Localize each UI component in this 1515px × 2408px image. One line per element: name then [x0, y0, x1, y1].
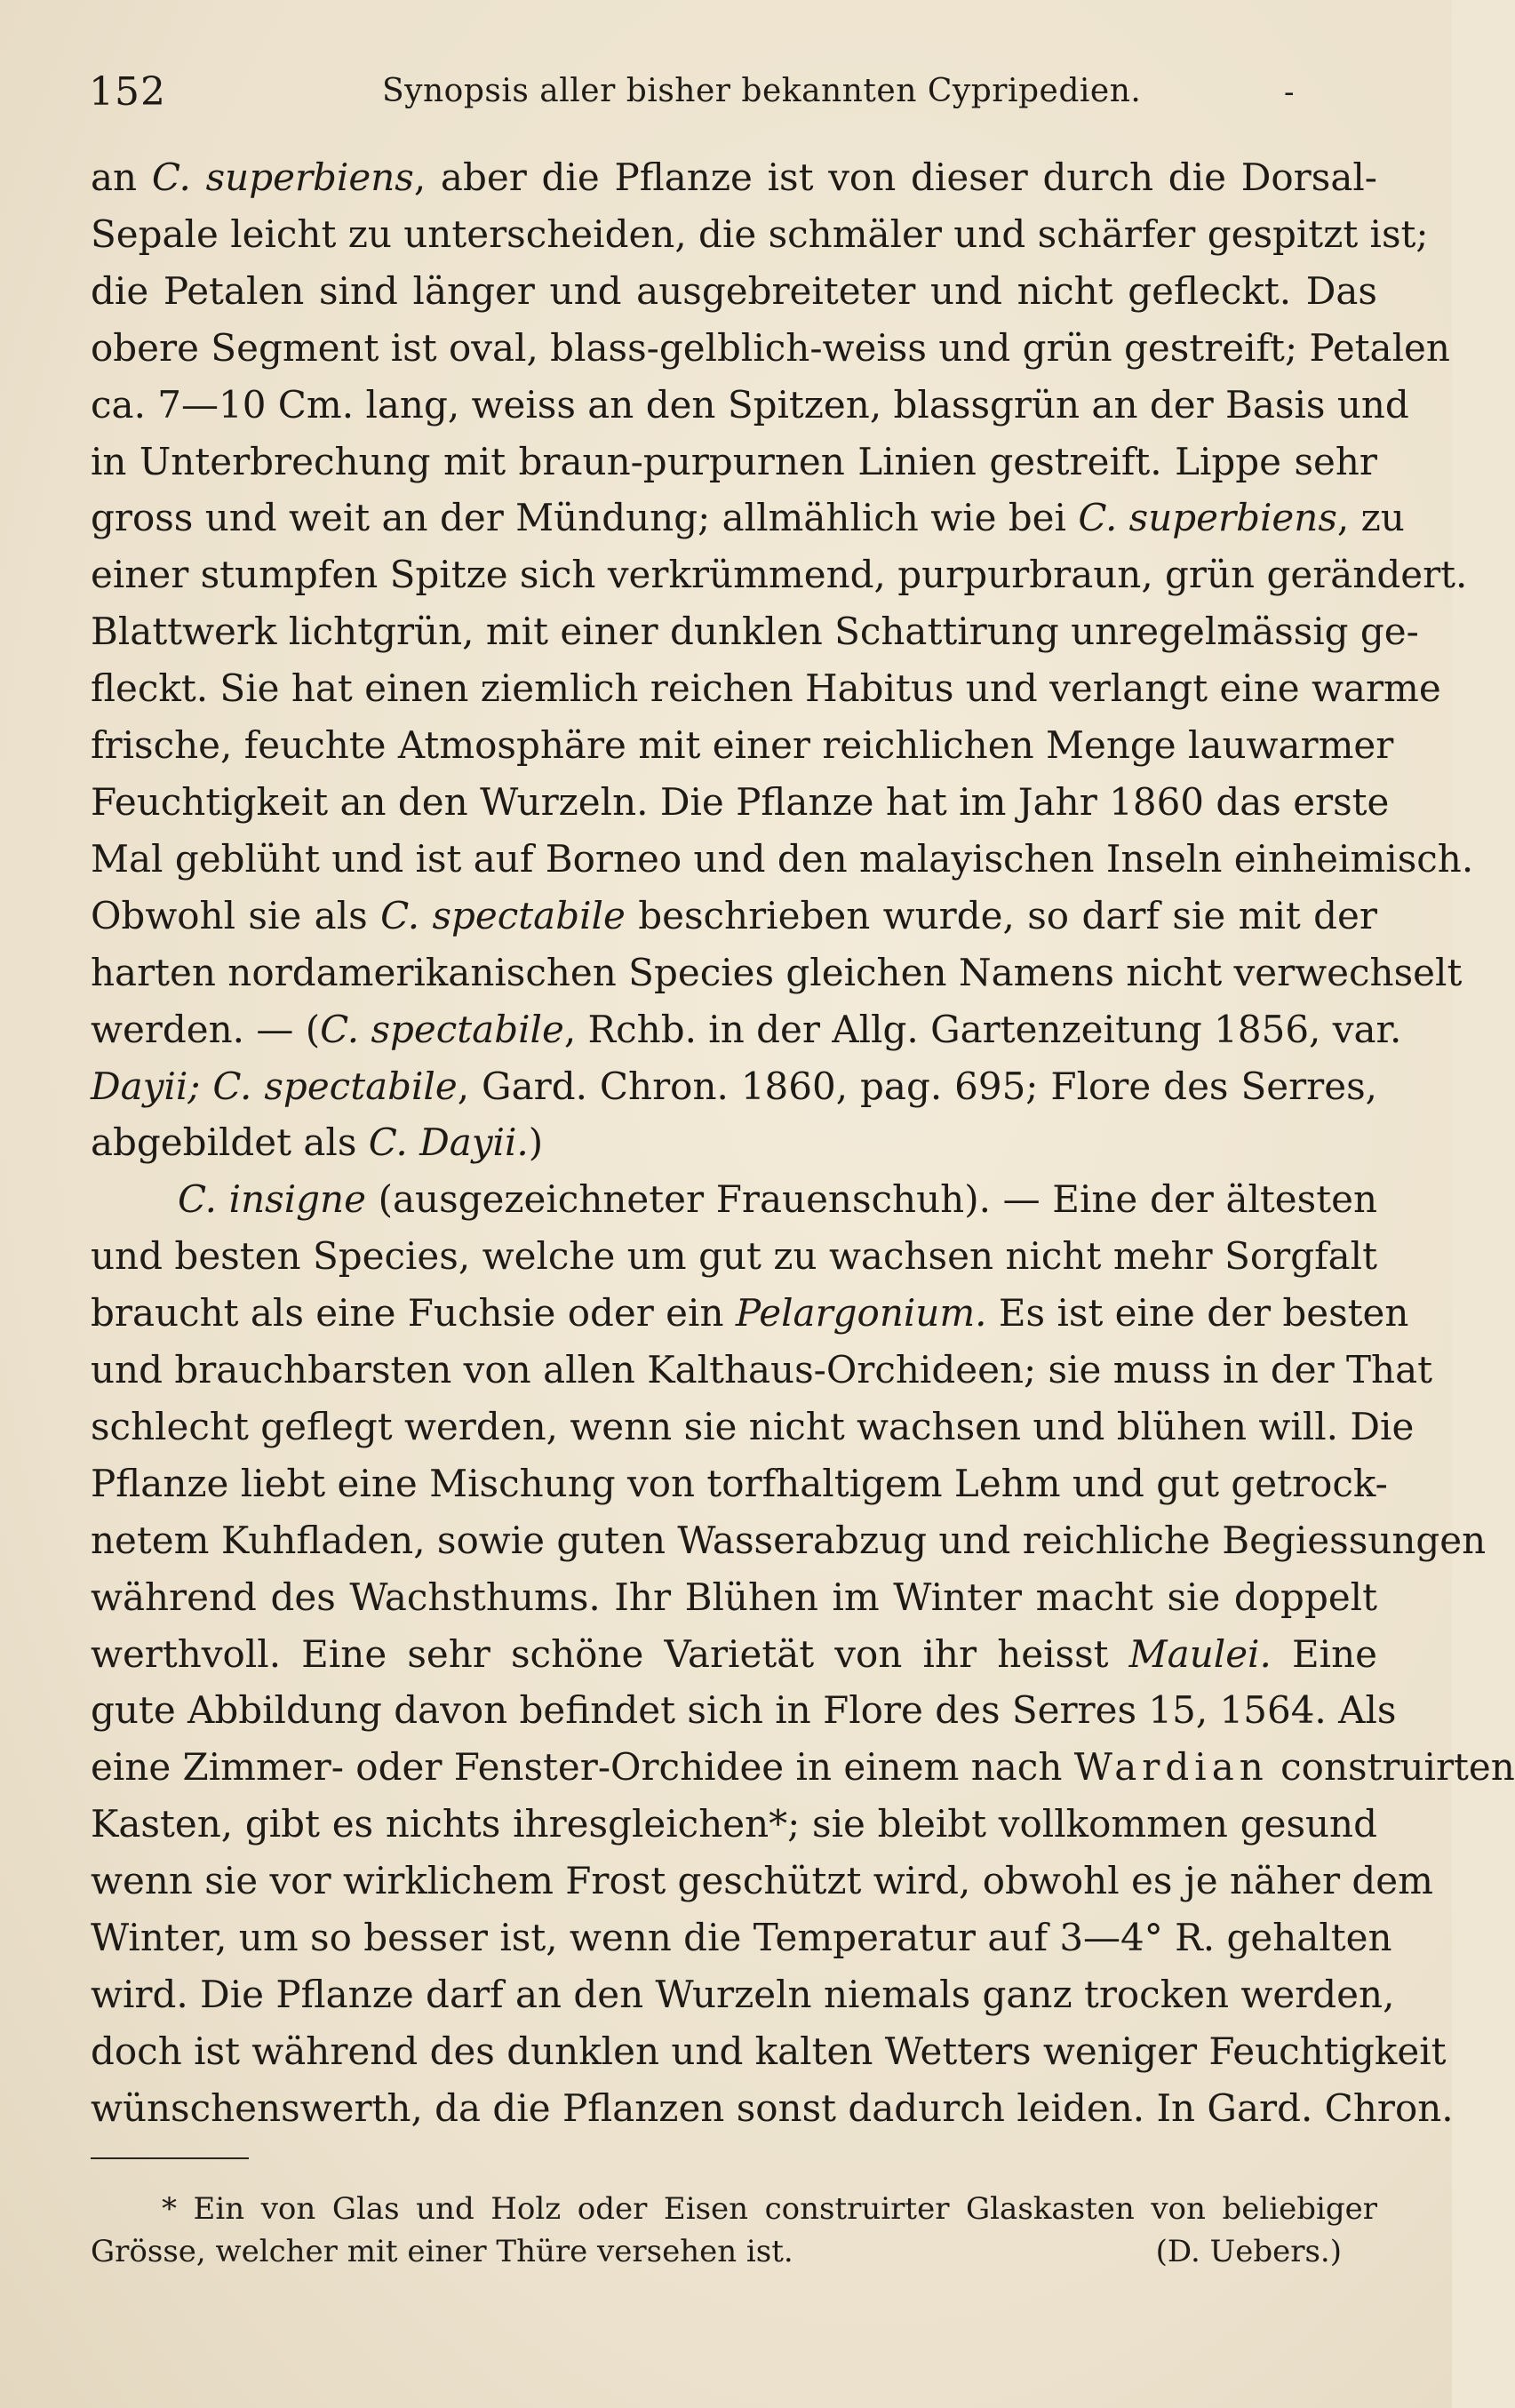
- italic-name: Dayii; C. spectabile: [91, 1064, 458, 1108]
- text-line: gross und weit an der Mündung; allmählich wie bei C. superbiens, zu: [91, 496, 1405, 540]
- text-line: in Unterbrechung mit braun-purpurnen Linien gestreift. Lippe sehr: [91, 439, 1377, 483]
- text-line: Feuchtigkeit an den Wurzeln. Die Pflanze hat im Jahr 1860 das erste: [91, 779, 1390, 824]
- text-line: fleckt. Sie hat einen ziemlich reichen Habitus und verlangt eine warme: [91, 666, 1441, 711]
- text-line: wünschenswerth, da die Pflanzen sonst dadurch leiden. In Gard. Chron.: [91, 2085, 1454, 2130]
- text-line: während des Wachsthums. Ihr Blühen im Winter macht sie doppelt: [91, 1575, 1377, 1619]
- text-line: netem Kuhfladen, sowie guten Wasserabzug und reichliche Begiessungen: [91, 1518, 1487, 1562]
- italic-name: C. insigne: [178, 1177, 366, 1222]
- spaced-name: Wardian: [1073, 1745, 1269, 1790]
- body-text: [91, 149, 1515, 2137]
- page-header: [89, 64, 1295, 126]
- text-line: Dayii; C. spectabile, Gard. Chron. 1860, pag. 695; Flore des Serres,: [91, 1064, 1377, 1108]
- italic-name: C. superbiens: [151, 155, 414, 199]
- translator-note: (D. Uebers.): [1155, 2234, 1342, 2269]
- text-line: werthvoll. Eine sehr schöne Varietät von ihr heisst Maulei. Eine: [91, 1631, 1377, 1676]
- text-line: Mal geblüht und ist auf Borneo und den malayischen Inseln einheimisch.: [91, 836, 1474, 881]
- text-line: ca. 7—10 Cm. lang, weiss an den Spitzen, blassgrün an der Basis und: [91, 382, 1409, 427]
- text-line: eine Zimmer- oder Fenster-Orchidee in einem nach Wardian construirten: [91, 1745, 1515, 1790]
- text-line: wird. Die Pflanze darf an den Wurzeln niemals ganz trocken werden,: [91, 1973, 1395, 2016]
- italic-name: Pelargonium.: [735, 1291, 987, 1336]
- text-line: schlecht geflegt werden, wenn sie nicht wachsen und blühen will. Die: [91, 1404, 1415, 1448]
- italic-name: C. spectabile: [320, 1007, 564, 1051]
- text-line: und besten Species, welche um gut zu wachsen nicht mehr Sorgfalt: [91, 1234, 1377, 1279]
- text-line: obere Segment ist oval, blass-gelblich-weiss und grün gestreift; Petalen: [91, 325, 1450, 370]
- footnote-line: [91, 2230, 1377, 2273]
- text-line: wenn sie vor wirklichem Frost geschützt wird, obwohl es je näher dem: [91, 1859, 1433, 1903]
- text-line: Kasten, gibt es nichts ihresgleichen*; sie bleibt vollkommen gesund: [91, 1802, 1377, 1846]
- text-line: Pflanze liebt eine Mischung von torfhaltigem Lehm und gut getrock-: [91, 1461, 1388, 1505]
- text-line: Sepale leicht zu unterscheiden, die schmäler und schärfer gespitzt ist;: [91, 211, 1429, 256]
- footnote-line: * Ein von Glas und Holz oder Eisen construirter Glaskasten von beliebiger: [162, 2191, 1377, 2227]
- text-line: an C. superbiens, aber die Pflanze ist von dieser durch die Dorsal-: [91, 155, 1377, 199]
- running-title: Synopsis aller bisher bekannten Cypripedien.: [382, 73, 1142, 109]
- italic-name: C. Dayii.: [368, 1120, 529, 1165]
- text-line: abgebildet als C. Dayii.): [91, 1120, 544, 1165]
- text-line: doch ist während des dunklen und kalten Wetters weniger Feuchtigkeit: [91, 2029, 1447, 2073]
- text-line: Obwohl sie als C. spectabile beschrieben wurde, so darf sie mit der: [91, 893, 1377, 937]
- text-line: harten nordamerikanischen Species gleichen Namens nicht verwechselt: [91, 950, 1463, 994]
- text-line: C. insigne (ausgezeichneter Frauenschuh). — Eine der ältesten: [178, 1177, 1377, 1222]
- text-line: Winter, um so besser ist, wenn die Temperatur auf 3—4° R. gehalten: [91, 1916, 1392, 1960]
- footnote: [91, 2188, 1377, 2273]
- page-number: 152: [89, 69, 166, 115]
- italic-name: Maulei.: [1128, 1631, 1272, 1676]
- text-line: und brauchbarsten von allen Kalthaus-Orchideen; sie muss in der That: [91, 1348, 1433, 1392]
- text-line: die Petalen sind länger und ausgebreiteter und nicht gefleckt. Das: [91, 268, 1377, 313]
- text-line: braucht als eine Fuchsie oder ein Pelargonium. Es ist eine der besten: [91, 1291, 1409, 1336]
- text-line: gute Abbildung davon befindet sich in Flore des Serres 15, 1564. Als: [91, 1688, 1397, 1733]
- italic-name: C. superbiens: [1078, 496, 1337, 540]
- header-ornament: -: [1284, 75, 1295, 110]
- footnote-text: Grösse, welcher mit einer Thüre versehen ist.: [91, 2234, 793, 2269]
- text-line: werden. — (C. spectabile, Rchb. in der Allg. Gartenzeitung 1856, var.: [91, 1007, 1402, 1051]
- text-line: frische, feuchte Atmosphäre mit einer reichlichen Menge lauwarmer: [91, 723, 1394, 768]
- italic-name: C. spectabile: [380, 893, 626, 937]
- text-line: Blattwerk lichtgrün, mit einer dunklen Schattirung unregelmässig ge-: [91, 610, 1419, 654]
- footnote-rule: [91, 2157, 249, 2159]
- text-line: einer stumpfen Spitze sich verkrümmend, purpurbraun, grün gerändert.: [91, 553, 1468, 597]
